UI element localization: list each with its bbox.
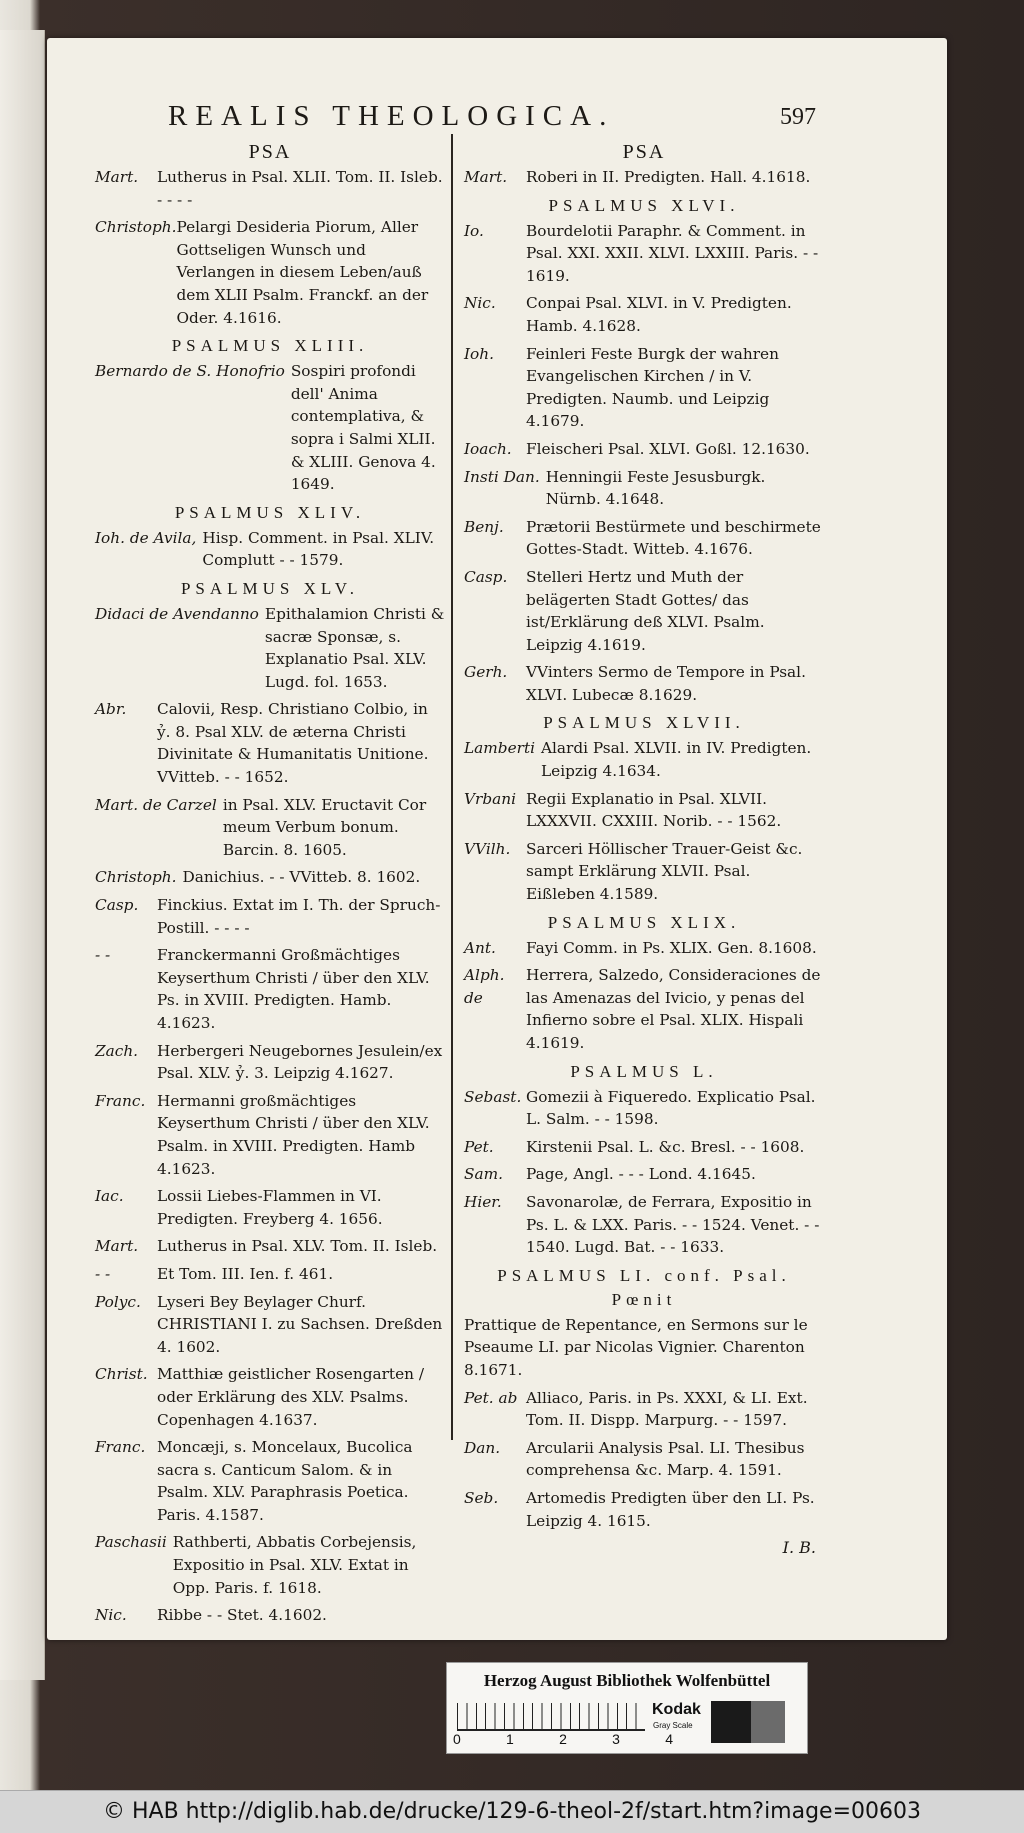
author-forename: VVilh. — [464, 839, 511, 858]
bibliography-entry — [95, 1436, 445, 1526]
bibliography-entry — [95, 603, 445, 693]
author-forename: Lamberti — [464, 739, 535, 758]
entry-text: Arcularii Analysis Psal. LI. Thesibus comprehensa &c. Marp. 4. 1591. — [526, 1438, 805, 1480]
copyright-footer: © HAB http://diglib.hab.de/drucke/129-6-theol-2f/start.htm?image=00603 — [0, 1790, 1024, 1833]
bibliography-entry — [464, 466, 824, 511]
entry-text: Lutherus in Psal. XLII. Tom. II. Isleb. - - - - — [157, 168, 443, 209]
entry-text: Prætorii Bestürmete und beschirmete Gottes-Stadt. Witteb. 4.1676. — [526, 517, 821, 559]
bibliography-entry — [464, 1163, 824, 1186]
ruler-numbers — [453, 1731, 673, 1747]
entry-text: Gomezii à Fiqueredo. Explicatio Psal. L. Salm. - - 1598. — [526, 1087, 816, 1129]
author-forename: Paschasii — [95, 1533, 167, 1552]
bibliography-entry — [464, 1191, 824, 1259]
left-column — [95, 138, 445, 1632]
bibliography-entry — [95, 1363, 445, 1431]
bibliography-entry — [95, 360, 445, 496]
bibliography-entry — [464, 1487, 824, 1532]
catchword: I. B. — [782, 1538, 816, 1558]
entry-text: Stelleri Hertz und Muth der belägerten Stadt Gottes/ das ist/Erklärung deß XLVI. Psalm. Leipzig 4.1619. — [526, 567, 765, 654]
bibliography-entry — [464, 1136, 824, 1159]
author-forename: Casp. — [95, 896, 139, 915]
entry-text: VVinters Sermo de Tempore in Psal. XLVI. Lubecæ 8.1629. — [526, 663, 806, 704]
author-forename: Ioach. — [464, 439, 512, 458]
page-number: 597 — [780, 104, 816, 130]
author-forename: Polyc. — [95, 1292, 141, 1311]
entry-text: Et Tom. III. Ien. f. 461. — [157, 1264, 334, 1283]
author-forename: Seb. — [464, 1488, 499, 1507]
bibliography-entry — [464, 1387, 824, 1432]
column-head: PSA — [248, 141, 292, 163]
author-forename: Dan. — [464, 1438, 501, 1457]
author-forename: - - — [95, 1264, 111, 1283]
author-forename: Insti Dan. — [464, 467, 540, 486]
bibliography-entry — [464, 1437, 824, 1482]
entry-text: Hermanni großmächtiges Keyserthum Christi / über den XLV. Psalm. in XVIII. Predigten. Hamb 4.1623. — [157, 1091, 430, 1178]
bibliography-entry — [95, 1531, 445, 1599]
entry-text: Lutherus in Psal. XLV. Tom. II. Isleb. — [157, 1237, 438, 1256]
entry-text: Kirstenii Psal. L. &c. Bresl. - - 1608. — [526, 1137, 805, 1156]
bibliography-entry — [95, 1090, 445, 1180]
previous-leaf-edge — [0, 30, 45, 1680]
psalm-heading: PSALMUS XLIII. — [171, 336, 369, 356]
author-forename: Mart. — [95, 168, 139, 186]
author-forename: Pet. — [464, 1137, 494, 1156]
entry-text: Page, Angl. - - - Lond. 4.1645. — [526, 1165, 756, 1184]
library-name: Herzog August Bibliothek Wolfenbüttel — [483, 1671, 771, 1690]
bibliography-entry — [95, 894, 445, 939]
kodak-logo: Kodak — [652, 1701, 701, 1718]
bibliography-entry — [95, 527, 445, 572]
bibliography-entry — [464, 220, 824, 288]
right-column — [464, 138, 824, 1557]
author-forename: Casp. — [464, 567, 508, 586]
bibliography-entry — [95, 698, 445, 788]
bibliography-entry — [464, 343, 824, 433]
gray-patch-mid — [751, 1701, 785, 1743]
author-forename: Franc. — [95, 1438, 146, 1457]
psalm-heading: PSALMUS XLIX. — [547, 912, 741, 932]
entry-text: Alardi Psal. XLVII. in IV. Predigten. Leipzig 4.1634. — [540, 739, 812, 781]
bibliography-entry — [95, 794, 445, 862]
author-forename: Zach. — [95, 1041, 139, 1060]
psalm-heading: PSALMUS XLVI. — [548, 195, 740, 215]
entry-text: Moncæji, s. Moncelaux, Bucolica sacra s. Canticum Salom. & in Psalm. XLV. Paraphrasis Poetica. Paris. 4.1587. — [157, 1438, 413, 1524]
entry-text: Sarceri Höllischer Trauer-Geist &c. sampt Erklärung XLVII. Psal. Eißleben 4.1589. — [526, 839, 803, 904]
author-forename: Gerh. — [464, 663, 508, 682]
entry-text: Fayi Comm. in Ps. XLIX. Gen. 8.1608. — [526, 938, 817, 957]
author-forename: Franc. — [95, 1091, 146, 1110]
author-forename: Sebast. — [464, 1087, 522, 1106]
bibliography-entry — [95, 1185, 445, 1230]
ruler-number: 4 — [665, 1731, 673, 1747]
bibliography-entry — [464, 788, 824, 833]
ruler-scale — [457, 1703, 645, 1731]
gray-scale-label: Gray Scale — [653, 1721, 693, 1730]
entry-text: Bourdelotii Paraphr. & Comment. in Psal. XXI. XXII. XLVI. LXXIII. Paris. - - 1619. — [526, 221, 819, 285]
author-forename: Sam. — [464, 1165, 503, 1184]
bibliography-entry — [464, 516, 824, 561]
entry-text: Conpai Psal. XLVI. in V. Predigten. Hamb. 4.1628. — [526, 294, 792, 335]
running-title: REALIS THEOLOGICA. — [168, 100, 615, 132]
library-label-card — [446, 1662, 808, 1754]
entry-text: Franckermanni Großmächtiges Keyserthum Christi / über den XLV. Ps. in XVIII. Predigten. Hamb. 4.1623. — [157, 946, 430, 1032]
bibliography-entry — [95, 216, 445, 329]
author-forename: Mart. — [464, 168, 508, 186]
author-forename: Iac. — [95, 1187, 124, 1206]
entry-text: Roberi in II. Predigten. Hall. 4.1618. — [526, 168, 811, 186]
entry-text: Calovii, Resp. Christiano Colbio, in ỷ. 8. Psal XLV. de æterna Christi Divinitate & Humanitatis Unitione. VVitteb. - - 1652. — [157, 700, 429, 787]
ruler-number: 3 — [612, 1731, 620, 1747]
psalm-heading: PSALMUS XLV. — [180, 578, 360, 598]
entry-text: Pelargi Desideria Piorum, Aller Gottseligen Wunsch und Verlangen in diesem Leben/auß dem XLII Psalm. Franckf. an der Oder. 4.1616. — [176, 218, 429, 327]
entry-text: Danichius. - - VVitteb. 8. 1602. — [182, 868, 421, 887]
ruler-number: 0 — [453, 1731, 461, 1747]
entry-text: Rathberti, Abbatis Corbejensis, Expositio in Psal. XLV. Extat in Opp. Paris. f. 1618. — [172, 1533, 417, 1597]
entry-text: Herrera, Salzedo, Consideraciones de las Amenazas del Ivicio, y penas del Infierno sobre el Psal. XLIX. Hispali 4.1619. — [526, 966, 821, 1052]
author-forename: Io. — [464, 221, 484, 240]
author-forename: Ant. — [464, 938, 496, 957]
author-forename: Ioh. — [464, 344, 494, 363]
bibliography-entry — [464, 566, 824, 656]
entry-text: Fleischeri Psal. XLVI. Goßl. 12.1630. — [526, 439, 810, 458]
author-forename: Ioh. de Avila, — [95, 528, 197, 547]
psalm-heading: PSALMUS L. — [570, 1061, 718, 1081]
entry-text: Feinleri Feste Burgk der wahren Evangelischen Kirchen / in V. Predigten. Naumb. und Leipzig 4.1679. — [526, 344, 779, 431]
entry-text: Savonarolæ, de Ferrara, Expositio in Ps. L. & LXX. Paris. - - 1524. Venet. - - 1540. Lugd. Bat. - - 1633. — [526, 1192, 820, 1257]
author-forename: Bernardo de S. Honofrio — [95, 362, 285, 381]
bibliography-entry — [464, 438, 824, 461]
ruler-number: 2 — [559, 1731, 567, 1747]
psalm-heading: PSALMUS XLVII. — [543, 713, 745, 733]
author-forename: Christoph. — [95, 868, 177, 887]
author-forename: Mart. — [95, 1237, 139, 1256]
entry-text: Epithalamion Christi & sacræ Sponsæ, s. Explanatio Psal. XLV. Lugd. fol. 1653. — [264, 604, 445, 691]
bibliography-entry — [464, 937, 824, 960]
psalm-heading: PSALMUS XLIV. — [174, 502, 366, 522]
author-forename: Benj. — [464, 517, 504, 536]
bibliography-entry — [464, 838, 824, 906]
entry-text: Artomedis Predigten über den LI. Ps. Leipzig 4. 1615. — [526, 1488, 815, 1530]
column-divider — [451, 134, 453, 1440]
column-head: PSA — [622, 141, 666, 163]
entry-text: Henningii Feste Jesusburgk. Nürnb. 4.1648. — [545, 467, 766, 509]
bibliography-entry — [464, 292, 824, 337]
bibliography-entry — [464, 1086, 824, 1131]
entry-text: Ribbe - - Stet. 4.1602. — [157, 1606, 327, 1625]
entry-text: Hisp. Comment. in Psal. XLIV. Complutt - - 1579. — [202, 528, 435, 570]
author-forename: Christ. — [95, 1365, 148, 1384]
author-forename: Nic. — [464, 294, 496, 313]
entry-text: Regii Explanatio in Psal. XLVII. LXXXVII. CXXIII. Norib. - - 1562. — [526, 789, 782, 831]
bibliography-entry — [95, 866, 445, 889]
bibliography-entry — [464, 737, 824, 782]
bibliography-entry — [95, 166, 445, 211]
bibliography-entry: Prattique de Repentance, en Sermons sur le Pseaume LI. par Nicolas Vignier. Charenton 8.1671. — [464, 1315, 808, 1379]
bibliography-entry — [464, 166, 824, 189]
author-forename: Mart. de Carzel — [95, 795, 217, 814]
entry-text: Lyseri Bey Beylager Churf. CHRISTIANI I. zu Sachsen. Dreßden 4. 1602. — [157, 1292, 443, 1356]
bibliography-entry — [95, 944, 445, 1034]
bibliography-entry — [95, 1263, 445, 1286]
bibliography-entry — [95, 1040, 445, 1085]
author-forename: Alph. de — [464, 966, 505, 1007]
author-forename: Pet. ab — [464, 1388, 518, 1407]
author-forename: Vrbani — [464, 789, 517, 808]
author-forename: - - — [95, 946, 111, 965]
entry-text: Finckius. Extat im I. Th. der Spruch-Postill. - - - - — [157, 896, 441, 937]
bibliography-entry — [95, 1291, 445, 1359]
gray-patch-dark — [711, 1701, 751, 1743]
ruler-number: 1 — [506, 1731, 514, 1747]
entry-text: Lossii Liebes-Flammen in VI. Predigten. Freyberg 4. 1656. — [157, 1187, 383, 1228]
bibliography-entry — [95, 1235, 445, 1258]
author-forename: Didaci de Avendanno — [95, 604, 259, 623]
bibliography-entry — [464, 964, 824, 1054]
entry-text: Matthiæ geistlicher Rosengarten / oder Erklärung des XLV. Psalms. Copenhagen 4.1637. — [157, 1365, 425, 1429]
bibliography-entry — [464, 661, 824, 706]
bibliography-entry — [95, 1604, 445, 1627]
author-forename: Hier. — [464, 1192, 502, 1211]
entry-text: Alliaco, Paris. in Ps. XXXI, & LI. Ext. Tom. II. Dispp. Marpurg. - - 1597. — [526, 1388, 808, 1430]
entry-text: in Psal. XLV. Eructavit Cor meum Verbum bonum. Barcin. 8. 1605. — [222, 795, 427, 859]
entry-text: Sospiri profondi dell' Anima contemplativa, & sopra i Salmi XLII. & XLIII. Genova 4. 1649. — [290, 362, 436, 494]
author-forename: Abr. — [95, 700, 127, 719]
entry-text: Herbergeri Neugebornes Jesulein/ex Psal. XLV. ỷ. 3. Leipzig 4.1627. — [157, 1041, 443, 1083]
psalm-heading: PSALMUS LI. conf. Psal. Pœnit — [497, 1265, 791, 1309]
author-forename: Christoph. — [95, 218, 177, 237]
author-forename: Nic. — [95, 1606, 127, 1625]
